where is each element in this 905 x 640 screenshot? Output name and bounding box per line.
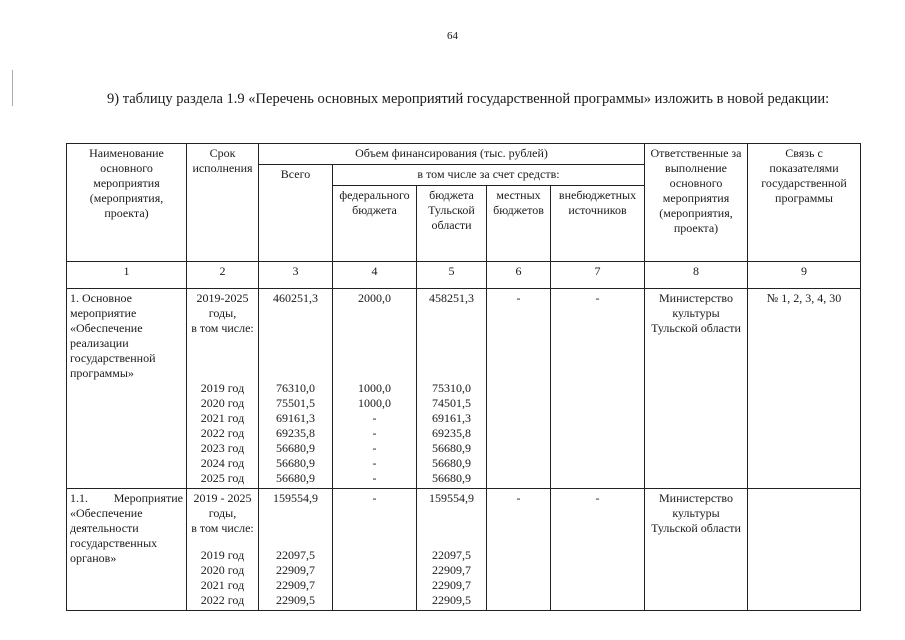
year-label: 2021 год: [200, 578, 245, 592]
intro-paragraph: 9) таблицу раздела 1.9 «Перечень основных мероприятий государственной программы» изложить в новой редакции:: [107, 91, 830, 107]
year-label: 2020 год: [200, 563, 245, 577]
year-label: 2021 год: [200, 411, 245, 425]
federal-values: [333, 289, 417, 489]
total-year-value: 56680,9: [276, 471, 315, 485]
page-number: 64: [447, 30, 458, 42]
header-local: местных бюджетов: [487, 186, 551, 262]
total-year-value: 69161,3: [276, 411, 315, 425]
term-period: 2019 - 2025: [193, 491, 252, 505]
total-year-value: 69235,8: [276, 426, 315, 440]
regional-year-value: 56680,9: [432, 456, 471, 470]
table-row: [67, 489, 861, 611]
header-term: Срок исполнения: [187, 144, 259, 262]
regional-sum: 159554,9: [429, 491, 474, 505]
measure-term: [187, 489, 259, 611]
header-link: Связь с показателями государственной программы: [748, 144, 861, 262]
term-including: в том числе:: [191, 321, 254, 335]
measures-table: [66, 143, 861, 611]
header-including: в том числе за счет средств:: [333, 165, 645, 186]
total-values: [259, 289, 333, 489]
federal-year-value: 1000,0: [358, 381, 391, 395]
year-label: 2025 год: [200, 471, 245, 485]
total-year-value: 22909,7: [276, 563, 315, 577]
year-label: 2024 год: [200, 456, 245, 470]
regional-year-value: 74501,5: [432, 396, 471, 410]
term-period: 2019-2025: [196, 291, 249, 305]
regional-year-value: 22909,7: [432, 563, 471, 577]
column-numbers-row: [67, 262, 861, 289]
regional-year-value: 22097,5: [432, 548, 471, 562]
regional-year-value: 75310,0: [432, 381, 471, 395]
extrabudget-value: -: [551, 289, 645, 489]
total-year-value: 75501,5: [276, 396, 315, 410]
total-sum: 460251,3: [273, 291, 318, 305]
column-number: 7: [551, 262, 645, 289]
measure-name: 1.1. Мероприятие «Обеспечение деятельности государственных органов»: [67, 489, 187, 611]
year-label: 2022 год: [200, 426, 245, 440]
measure-term: [187, 289, 259, 489]
regional-year-value: 22909,7: [432, 578, 471, 592]
federal-year-value: -: [372, 471, 377, 485]
column-number: 4: [333, 262, 417, 289]
federal-year-value: -: [372, 426, 377, 440]
term-including: в том числе:: [191, 521, 254, 535]
header-total: Всего: [259, 165, 333, 262]
regional-year-value: 56680,9: [432, 441, 471, 455]
column-number: 5: [417, 262, 487, 289]
year-label: 2019 год: [200, 548, 245, 562]
column-number: 8: [645, 262, 748, 289]
link-value: [748, 489, 861, 611]
year-label: 2023 год: [200, 441, 245, 455]
federal-year-value: -: [372, 411, 377, 425]
regional-year-value: 56680,9: [432, 471, 471, 485]
regional-year-value: 69235,8: [432, 426, 471, 440]
year-label: 2022 год: [200, 593, 245, 607]
header-responsible: Ответственные за выполнение основного мероприятия (мероприятия, проекта): [645, 144, 748, 262]
total-year-value: 76310,0: [276, 381, 315, 395]
total-year-value: 22909,7: [276, 578, 315, 592]
local-value: -: [487, 489, 551, 611]
federal-year-value: 1000,0: [358, 396, 391, 410]
header-regional: бюджета Тульской области: [417, 186, 487, 262]
year-label: 2020 год: [200, 396, 245, 410]
federal-year-value: -: [372, 456, 377, 470]
column-number: 6: [487, 262, 551, 289]
column-number: 3: [259, 262, 333, 289]
regional-sum: 458251,3: [429, 291, 474, 305]
total-year-value: 56680,9: [276, 441, 315, 455]
regional-year-value: 69161,3: [432, 411, 471, 425]
total-year-value: 22097,5: [276, 548, 315, 562]
regional-values: [417, 289, 487, 489]
total-year-value: 56680,9: [276, 456, 315, 470]
header-funding: Объем финансирования (тыс. рублей): [259, 144, 645, 165]
measure-name: 1. Основное мероприятие «Обеспечение реализации государственной программы»: [67, 289, 187, 489]
extrabudget-value: -: [551, 489, 645, 611]
header-name: Наименование основного мероприятия (мероприятия, проекта): [67, 144, 187, 262]
scan-margin-mark: [12, 70, 13, 106]
regional-values: [417, 489, 487, 611]
term-years-word: годы,: [208, 506, 237, 520]
link-value: № 1, 2, 3, 4, 30: [748, 289, 861, 489]
regional-year-value: 22909,5: [432, 593, 471, 607]
federal-value: -: [333, 489, 417, 611]
federal-year-value: -: [372, 441, 377, 455]
total-sum: 159554,9: [273, 491, 318, 505]
column-number: 2: [187, 262, 259, 289]
column-number: 9: [748, 262, 861, 289]
federal-sum: 2000,0: [358, 291, 391, 305]
year-label: 2019 год: [200, 381, 245, 395]
table-row: [67, 289, 861, 489]
local-value: -: [487, 289, 551, 489]
responsible-value: Министерство культуры Тульской области: [645, 289, 748, 489]
column-number: 1: [67, 262, 187, 289]
term-years-word: годы,: [208, 306, 237, 320]
total-values: [259, 489, 333, 611]
header-extrabudget: внебюджетных источников: [551, 186, 645, 262]
responsible-value: Министерство культуры Тульской области: [645, 489, 748, 611]
header-federal: федерального бюджета: [333, 186, 417, 262]
total-year-value: 22909,5: [276, 593, 315, 607]
